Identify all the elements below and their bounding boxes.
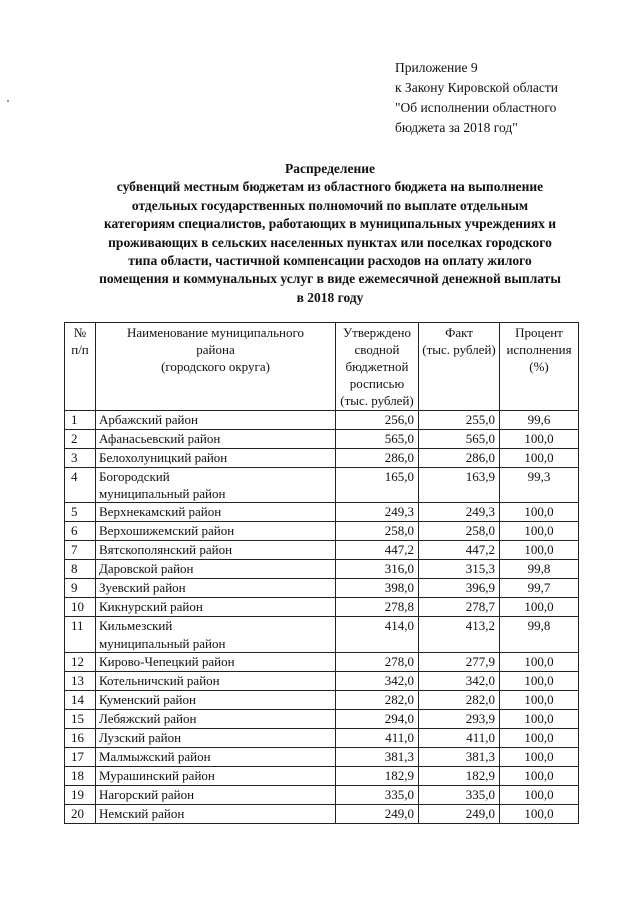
- approved-amount: 565,0: [336, 430, 419, 449]
- district-name-line: Зуевский район: [99, 580, 186, 596]
- execution-percent: 100,0: [500, 728, 579, 747]
- district-name-line: Немский район: [99, 805, 185, 821]
- fact-amount: 249,3: [419, 503, 500, 522]
- district-name-line: Белохолуницкий район: [99, 450, 228, 465]
- approved-amount: 335,0: [336, 785, 419, 804]
- approved-amount: 278,0: [336, 652, 419, 671]
- district-name: [96, 503, 336, 522]
- row-number: 14: [65, 690, 96, 709]
- district-name-line: Кильмезский: [99, 618, 173, 634]
- district-name: [96, 598, 336, 617]
- table-row: [65, 804, 579, 823]
- execution-percent: 100,0: [500, 690, 579, 709]
- approved-amount: 256,0: [336, 411, 419, 430]
- approved-amount: 381,3: [336, 747, 419, 766]
- approved-amount: 342,0: [336, 671, 419, 690]
- table-row: [65, 430, 579, 449]
- row-number: 7: [65, 541, 96, 560]
- district-name-line: Лузский район: [99, 729, 182, 745]
- execution-percent: 100,0: [500, 785, 579, 804]
- fact-amount: 315,3: [419, 560, 500, 579]
- district-name: [96, 468, 336, 503]
- fact-amount: 342,0: [419, 671, 500, 690]
- table-row: [65, 579, 579, 598]
- execution-percent: 100,0: [500, 503, 579, 522]
- fact-amount: 255,0: [419, 411, 500, 430]
- execution-percent: 100,0: [500, 449, 579, 468]
- appendix-line: Приложение 9: [395, 60, 478, 75]
- table-row: [65, 503, 579, 522]
- district-name: [96, 430, 336, 449]
- appendix-line: бюджета за 2018 год": [395, 120, 518, 135]
- district-name-line: Даровской район: [99, 561, 194, 577]
- row-number: 6: [65, 522, 96, 541]
- execution-percent: 100,0: [500, 804, 579, 823]
- fact-amount: 381,3: [419, 747, 500, 766]
- header-fact: Факт (тыс. рублей): [419, 323, 500, 411]
- district-name-line: Лебяжский район: [99, 710, 197, 726]
- district-name: [96, 541, 336, 560]
- fact-amount: 396,9: [419, 579, 500, 598]
- execution-percent: 99,8: [500, 617, 579, 652]
- table-row: [65, 468, 579, 503]
- title-line: проживающих в сельских населенных пунктах или поселках городского: [108, 234, 552, 250]
- fact-amount: 447,2: [419, 541, 500, 560]
- table-row: [65, 598, 579, 617]
- row-number: 11: [65, 617, 96, 652]
- district-name-line: Котельничский район: [99, 672, 220, 688]
- fact-amount: 335,0: [419, 785, 500, 804]
- header-approved: Утверждено сводной бюджетной росписью (тыс. рублей): [336, 323, 419, 411]
- approved-amount: 249,3: [336, 503, 419, 522]
- row-number: 1: [65, 411, 96, 430]
- execution-percent: 100,0: [500, 430, 579, 449]
- table-row: [65, 709, 579, 728]
- district-name-line: Арбажский район: [99, 412, 198, 427]
- table-row: [65, 522, 579, 541]
- approved-amount: 286,0: [336, 449, 419, 468]
- district-name: [96, 785, 336, 804]
- approved-amount: 165,0: [336, 468, 419, 503]
- title-line: помещения и коммунальных услуг в виде ежемесячной денежной выплаты: [99, 271, 561, 287]
- title-line: категориям специалистов, работающих в муниципальных учреждениях и: [103, 216, 557, 232]
- header-percent: Процент исполнения (%): [500, 323, 579, 411]
- appendix-note: [395, 58, 558, 138]
- table-row: [65, 560, 579, 579]
- district-name-line: Мурашинский район: [99, 767, 215, 783]
- table-row: [65, 652, 579, 671]
- row-number: 20: [65, 804, 96, 823]
- table-row: [65, 747, 579, 766]
- district-name-line: Верхошижемский район: [99, 523, 235, 539]
- row-number: 18: [65, 766, 96, 785]
- row-number: 8: [65, 560, 96, 579]
- execution-percent: 100,0: [500, 652, 579, 671]
- approved-amount: 294,0: [336, 709, 419, 728]
- document-title: [60, 160, 600, 307]
- district-name: [96, 579, 336, 598]
- fact-amount: 282,0: [419, 690, 500, 709]
- district-name: [96, 690, 336, 709]
- fact-amount: 293,9: [419, 709, 500, 728]
- scan-speck: [7, 100, 9, 102]
- district-name-line: Кикнурский район: [99, 599, 203, 615]
- row-number: 4: [65, 468, 96, 503]
- title-line: Распределение: [284, 161, 376, 176]
- execution-percent: 100,0: [500, 671, 579, 690]
- district-name: [96, 411, 336, 430]
- table-header-row: [65, 323, 579, 411]
- execution-percent: 100,0: [500, 522, 579, 541]
- table-row: [65, 411, 579, 430]
- fact-amount: 278,7: [419, 598, 500, 617]
- row-number: 3: [65, 449, 96, 468]
- row-number: 9: [65, 579, 96, 598]
- district-name: [96, 728, 336, 747]
- district-name-line: Куменский район: [99, 691, 196, 707]
- row-number: 17: [65, 747, 96, 766]
- fact-amount: 163,9: [419, 468, 500, 503]
- execution-percent: 100,0: [500, 766, 579, 785]
- district-name-line: Нагорский район: [99, 786, 195, 802]
- approved-amount: 398,0: [336, 579, 419, 598]
- district-name-line: муниципальный район: [99, 635, 226, 651]
- approved-amount: 447,2: [336, 541, 419, 560]
- district-name: [96, 652, 336, 671]
- header-district-name: Наименование муниципального района (городского округа): [96, 323, 336, 411]
- district-name-line: Вятскополянский район: [99, 542, 233, 558]
- execution-percent: 99,6: [500, 411, 579, 430]
- row-number: 13: [65, 671, 96, 690]
- approved-amount: 249,0: [336, 804, 419, 823]
- table-row: [65, 541, 579, 560]
- approved-amount: 411,0: [336, 728, 419, 747]
- execution-percent: 99,8: [500, 560, 579, 579]
- district-name-line: Кирово-Чепецкий район: [99, 653, 235, 669]
- approved-amount: 282,0: [336, 690, 419, 709]
- table-row: [65, 449, 579, 468]
- table-row: [65, 690, 579, 709]
- execution-percent: 99,7: [500, 579, 579, 598]
- appendix-line: к Закону Кировской области: [395, 80, 559, 95]
- fact-amount: 249,0: [419, 804, 500, 823]
- fact-amount: 565,0: [419, 430, 500, 449]
- table-row: [65, 617, 579, 652]
- district-name: [96, 766, 336, 785]
- district-name: [96, 617, 336, 652]
- district-name: [96, 522, 336, 541]
- row-number: 16: [65, 728, 96, 747]
- district-name-line: Малмыжский район: [99, 748, 211, 764]
- row-number: 15: [65, 709, 96, 728]
- district-name: [96, 560, 336, 579]
- district-name: [96, 747, 336, 766]
- district-name-line: муниципальный район: [99, 486, 226, 502]
- execution-percent: 100,0: [500, 709, 579, 728]
- district-name: [96, 804, 336, 823]
- district-name: [96, 449, 336, 468]
- title-line: субвенций местным бюджетам из областного бюджета на выполнение: [116, 179, 544, 195]
- table-row: [65, 766, 579, 785]
- title-line: типа области, частичной компенсации расходов на оплату жилого: [128, 253, 532, 269]
- title-line: в 2018 году: [296, 289, 364, 305]
- row-number: 2: [65, 430, 96, 449]
- district-name: [96, 709, 336, 728]
- row-number: 12: [65, 652, 96, 671]
- district-name-line: Богородский: [99, 469, 170, 484]
- row-number: 5: [65, 503, 96, 522]
- district-name-line: Афанасьевский район: [99, 431, 221, 446]
- header-number: № п/п: [65, 323, 96, 411]
- table-row: [65, 728, 579, 747]
- fact-amount: 258,0: [419, 522, 500, 541]
- fact-amount: 413,2: [419, 617, 500, 652]
- approved-amount: 316,0: [336, 560, 419, 579]
- row-number: 10: [65, 598, 96, 617]
- district-name: [96, 671, 336, 690]
- fact-amount: 277,9: [419, 652, 500, 671]
- approved-amount: 182,9: [336, 766, 419, 785]
- subvention-table: [64, 322, 579, 824]
- execution-percent: 100,0: [500, 598, 579, 617]
- approved-amount: 278,8: [336, 598, 419, 617]
- execution-percent: 99,3: [500, 468, 579, 503]
- appendix-line: "Об исполнении областного: [395, 100, 557, 115]
- fact-amount: 286,0: [419, 449, 500, 468]
- fact-amount: 182,9: [419, 766, 500, 785]
- table-row: [65, 785, 579, 804]
- execution-percent: 100,0: [500, 541, 579, 560]
- approved-amount: 258,0: [336, 522, 419, 541]
- approved-amount: 414,0: [336, 617, 419, 652]
- execution-percent: 100,0: [500, 747, 579, 766]
- row-number: 19: [65, 785, 96, 804]
- fact-amount: 411,0: [419, 728, 500, 747]
- table-row: [65, 671, 579, 690]
- district-name-line: Верхнекамский район: [99, 504, 222, 520]
- title-line: отдельных государственных полномочий по выплате отдельным: [131, 197, 529, 213]
